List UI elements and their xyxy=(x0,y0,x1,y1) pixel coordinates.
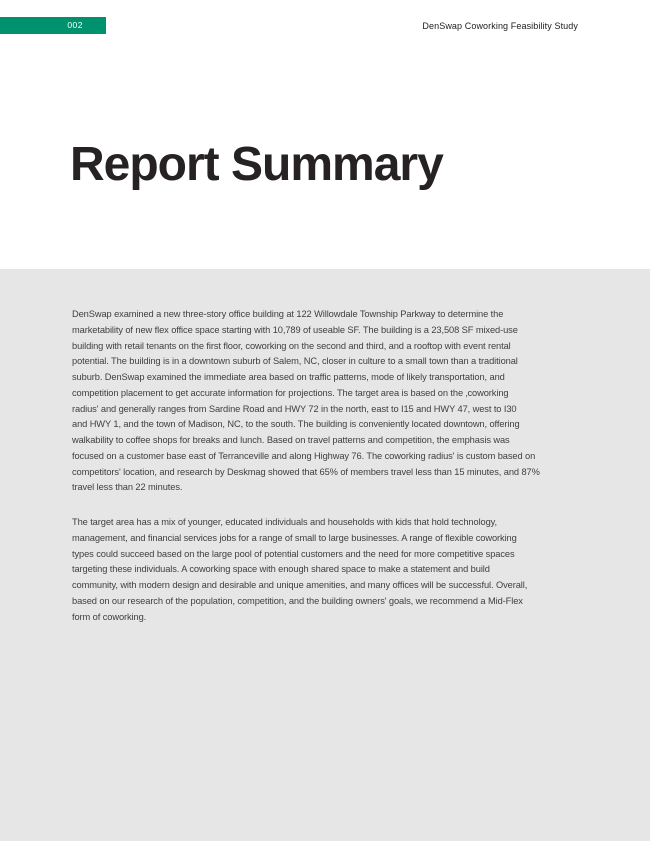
summary-paragraph-1 xyxy=(72,307,590,496)
document-title: DenSwap Coworking Feasibility Study xyxy=(422,21,578,31)
summary-section xyxy=(0,269,650,841)
page-number: 002 xyxy=(67,20,83,30)
text-line: targeting these individuals. A coworking space with enough shared space to make a statement and build xyxy=(72,564,490,575)
text-line: competitors' location, and research by Deskmag showed that 65% of members travel less than 15 minutes, and 87% xyxy=(72,466,540,477)
text-line: suburb. DenSwap examined the immediate area based on traffic patterns, mode of likely transportation, and xyxy=(72,372,505,382)
text-line: form of coworking. xyxy=(72,611,147,622)
text-line: radius' and generally ranges from Sardine Road and HWY 72 in the north, east to I15 and HWY 47, west to I30 xyxy=(72,403,517,414)
text-line: walkability to coffee shops for breaks and lunch. Based on travel patterns and competition, the emphasis was xyxy=(72,435,510,445)
text-line: travel less than 22 minutes. xyxy=(72,482,183,493)
text-line: community, with modern design and desirable and unique amenities, and many offices will be successful. Overall, xyxy=(72,580,528,590)
text-line: based on our research of the population, competition, and the building owners' goals, we recommend a Mid-Flex xyxy=(72,595,523,606)
text-line: types could succeed based on the large pool of potential customers and the need for more competitive spaces xyxy=(72,548,515,559)
text-line: management, and financial services jobs for a range of small to large businesses. A range of flexible coworking xyxy=(72,532,517,543)
page-number-bar xyxy=(0,17,106,34)
text-line: focused on a customer base east of Terranceville and along Highway 76. The coworking radius' is custom based on xyxy=(72,450,536,461)
text-line: marketability of new flex office space starting with 10,789 of useable SF. The building is a 23,508 SF mixed-use xyxy=(72,324,518,335)
page-title: Report Summary xyxy=(70,138,443,191)
text-line: potential. The building is in a downtown suburb of Salem, NC, closer in culture to a small town than a traditional xyxy=(72,356,518,367)
text-line: building with retail tenants on the first floor, coworking on the second and third, and a rooftop with event rental xyxy=(72,340,511,351)
text-line: DenSwap examined a new three-story office building at 122 Willowdale Township Parkway to determine the xyxy=(72,309,504,319)
text-line: The target area has a mix of younger, educated individuals and households with kids that hold technology, xyxy=(72,517,498,527)
summary-paragraph-2 xyxy=(72,515,590,625)
text-line: and HWY 1, and the town of Madison, NC, to the south. The building is conveniently located downtown, offering xyxy=(72,419,520,430)
text-line: competition placement to get accurate information for projections. The target area is based on the ‚coworking xyxy=(72,387,509,398)
